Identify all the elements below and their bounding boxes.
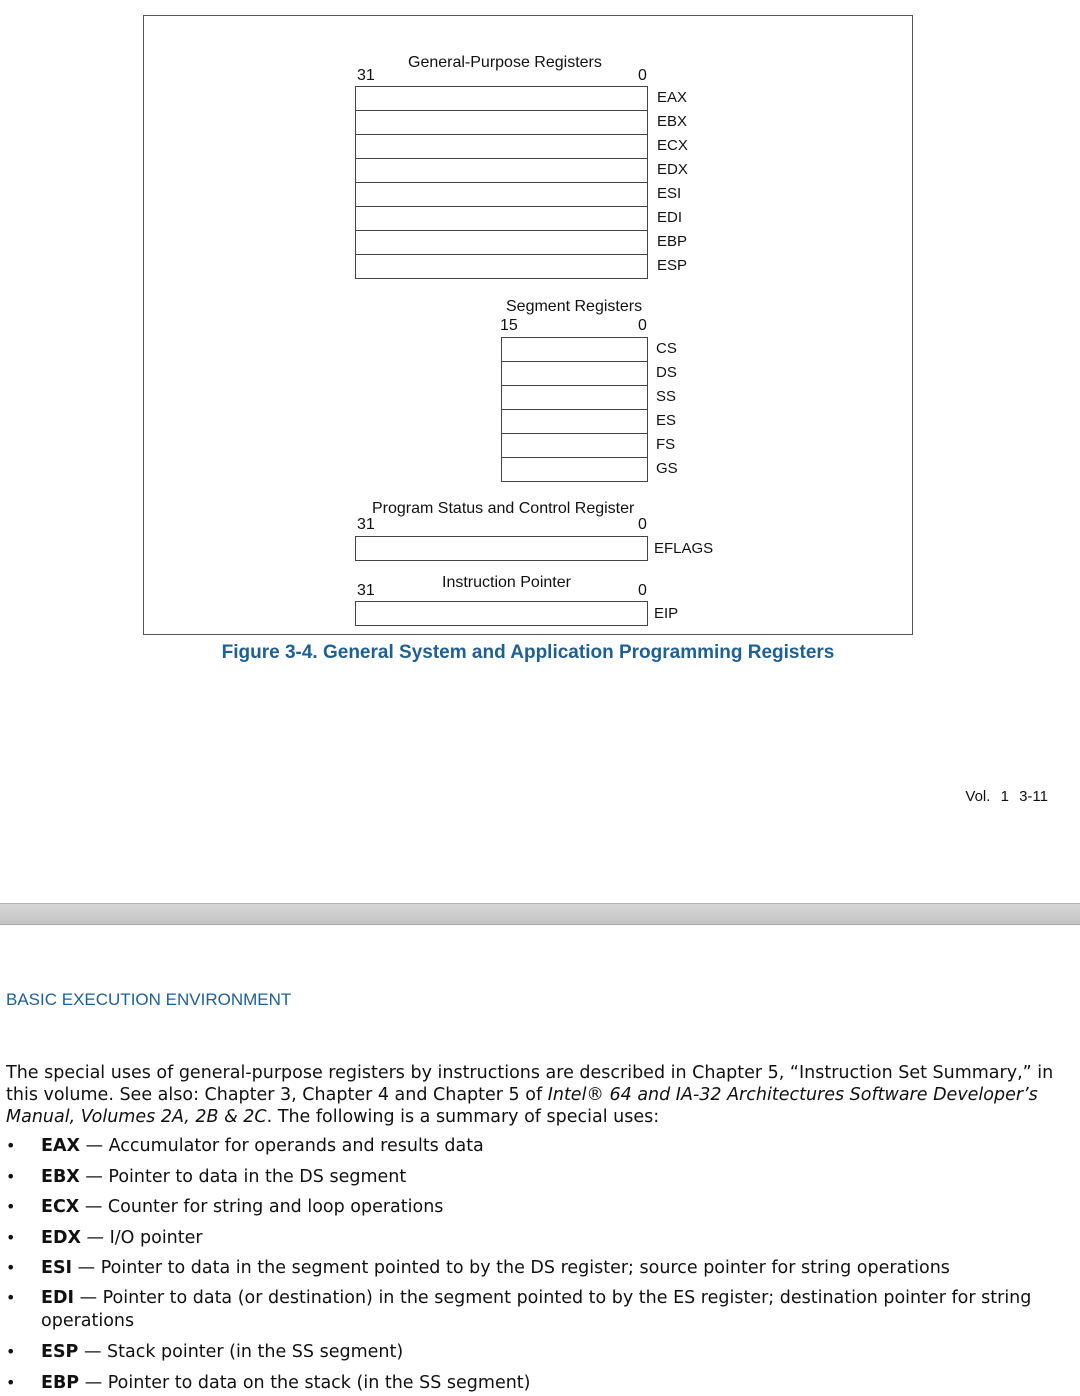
gp-register-name: EBP [657,233,688,250]
gp-register-box [355,158,648,183]
gp-register-box [355,230,648,255]
eflags-register-name: EFLAGS [654,540,714,557]
register-description: — Stack pointer (in the SS segment) [78,1342,404,1362]
bullet-icon: • [6,1167,16,1186]
bullet-icon: • [6,1373,16,1392]
register-name: EBP [41,1373,80,1393]
register-description: — Pointer to data in the DS segment [79,1167,407,1187]
page-divider [0,903,1080,925]
use-text [41,1227,1041,1250]
intro-paragraph [6,1062,1066,1128]
register-name: EBX [41,1167,80,1187]
use-text [41,1166,1041,1189]
seg-bit-low: 0 [638,317,647,334]
gp-register-box [355,134,648,159]
figure-caption: Figure 3-4. General System and Application Programming Registers [221,642,835,663]
segment-register-box [501,457,648,482]
intro-manual-title: Intel® 64 and IA-32 Architectures Software Developer’s Manual, Volumes 2A, 2B & 2C [6,1085,1038,1127]
register-name: ESP [41,1342,79,1362]
gp-register-name: ECX [657,137,688,154]
segment-register-box [501,361,648,386]
status-bit-low: 0 [638,516,647,533]
segment-register-name: SS [656,388,677,405]
ip-bit-high: 31 [357,582,375,599]
segment-register-name: ES [656,412,677,429]
gp-register-name: EBX [657,113,688,130]
gp-register-name: ESI [657,185,682,202]
gp-register-box [355,254,648,279]
gp-register-box [355,182,648,207]
running-header: BASIC EXECUTION ENVIRONMENT [6,990,292,1009]
use-text [41,1341,1041,1364]
segment-register-name: DS [656,364,677,381]
segment-register-name: FS [656,436,676,453]
bullet-icon: • [6,1136,16,1155]
instruction-pointer-title: Instruction Pointer [442,574,571,591]
segment-register-box [501,385,648,410]
segment-register-name: CS [656,340,677,357]
bullet-icon: • [6,1197,16,1216]
bullet-icon: • [6,1288,16,1307]
gp-register-box [355,86,648,111]
status-register-title: Program Status and Control Register [372,500,635,517]
use-text [41,1372,1041,1395]
register-name: EDI [41,1288,74,1308]
seg-bit-high: 15 [500,317,518,334]
gp-register-name: EDI [657,209,683,226]
segment-register-name: GS [656,460,678,477]
register-name: EAX [41,1136,80,1156]
ip-bit-low: 0 [638,582,647,599]
bullet-icon: • [6,1258,16,1277]
status-bit-high: 31 [357,516,375,533]
gp-register-box [355,110,648,135]
gp-register-name: EAX [657,89,688,106]
segment-register-box [501,433,648,458]
register-name: ECX [41,1197,80,1217]
segment-registers-title: Segment Registers [506,298,643,315]
gp-register-box [355,206,648,231]
register-description: — Accumulator for operands and results data [80,1136,484,1156]
use-text [41,1257,1041,1280]
gp-register-name: ESP [657,257,688,274]
bullet-icon: • [6,1228,16,1247]
use-text [41,1196,1041,1219]
register-name: ESI [41,1258,73,1278]
register-description: — Pointer to data on the stack (in the SS segment) [79,1373,531,1393]
segment-register-box [501,337,648,362]
register-description: — Counter for string and loop operations [79,1197,444,1217]
eip-register-name: EIP [654,605,679,622]
intro-text-part1: The special uses of general-purpose registers by instructions are described in Chapter 5, “Instruction Set Summary,” in this volume. See also: Chapter 3, Chapter 4 and Chapter 5 of [6,1063,1054,1105]
intro-text-part2: . The following is a summary of special uses: [266,1107,660,1127]
eflags-register-box [355,536,648,561]
bullet-icon: • [6,1342,16,1361]
register-name: EDX [41,1228,81,1248]
register-description: — Pointer to data (or destination) in the segment pointed to by the ES register; destination pointer for string operations [41,1288,1032,1331]
page-number: Vol. 1 3-11 [965,788,1048,805]
use-text [41,1287,1041,1333]
eip-register-box [355,601,648,626]
gp-bit-high: 31 [357,67,375,84]
gp-registers-title: General-Purpose Registers [408,54,602,71]
register-description: — Pointer to data in the segment pointed to by the DS register; source pointer for string operations [72,1258,950,1278]
segment-register-box [501,409,648,434]
gp-bit-low: 0 [638,67,647,84]
use-text [41,1135,1041,1158]
register-description: — I/O pointer [80,1228,203,1248]
gp-register-name: EDX [657,161,688,178]
